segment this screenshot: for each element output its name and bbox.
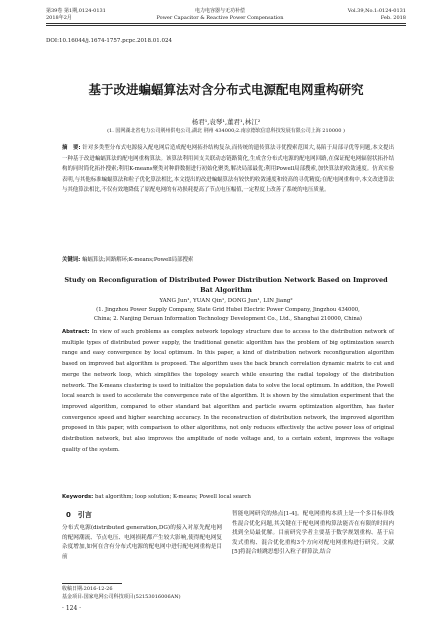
journal-date: 2018年2月 — [46, 14, 72, 21]
affiliation-en — [62, 306, 394, 323]
doi: DOI:10.16044/j.1674-1757.pcpc.2018.01.024 — [46, 38, 173, 44]
page-number: · 124 · — [62, 605, 82, 612]
keywords-en-text: bat algorithm; loop solution; K-means; Powell local search — [94, 494, 251, 500]
title-en-line1: Study on Reconfiguration of Distributed Power Distribution Network Based on Improved — [64, 276, 388, 284]
journal-date-en: Feb. 2018 — [380, 14, 406, 21]
abstract-en-text: In view of such problems as complex network topology structure due to access to the distribution network of multiple types of distributed power supply, the traditional genetic algorithm has the problem of big optimization search range and easy convergence by local optimum. In this paper, a kind of distribution network reconfiguration algorithm based on improved bat algorithm is proposed. The algorithm uses the back branch correlation dynamic matrix to cut and merge the network loop, which simplifies the topology search while ensuring the radial topology of the distribution network. The K-means clustering is used to initialize the population data to solve the local optimum. In addition, the Powell local search is used to accelerate the convergence rate of the algorithm. It is shown by the simulation experiment that the improved algorithm, compared to other standard bat algorithm and particle swarm optimization algorithm, has faster convergence speed and higher searching accuracy. In the reconstruction of distribution network, the improved algorithm proposed in this paper, with comparison to other algorithms, not only reduces effectively the active power loss of original distribution network, but also improves the amplitude of node voltage and, to a certain extent, improves the voltage quality of the system. — [62, 329, 395, 453]
abstract-cn-text: 针对多类型分布式电源接入配电网后造成配电网拓扑结构复杂,而传统的遗传算法寻优搜索范围大,易陷于局部寻优等问题,本文提出一种基于改进蝙蝠算法的配电网重构算法。该算法利用回支关联动态链路简化,生成含分布式电源的配电网回路,在保证配电网辐射状拓扑结构的同时简化拓扑搜索;利用K-means聚类对种群数据进行初始化聚类,解决局部最优;利用Powell局部搜索,加快算法的收敛速度。仿真实验表明,与其他标准蝙蝠算法和粒子优化算法相比,本文提出的改进蝙蝠算法有较快的收敛速度和较高的寻优精度;在配电网重构中,本文改进算法与其他算法相比,不仅有效地降低了原配电网的有功损耗提高了节点电压幅值,一定程度上改善了系统的电压质量。 — [62, 145, 394, 194]
header-rule — [46, 23, 406, 24]
title-cn: 基于改进蝙蝠算法对含分布式电源配电网重构研究 — [88, 82, 364, 97]
authors-cn: 杨君¹,袁琴¹,董君¹,林江² — [191, 118, 261, 126]
section-heading-intro: 0 引言 — [66, 511, 92, 519]
keywords-cn-label: 关键词: — [62, 257, 81, 263]
title-en — [46, 275, 406, 295]
body-column-right: 智能电网研究的热点[1-4]。配电网重构本质上是一个多目标非线性混合优化问题,其关键在于配电网重构算法能否在有限的时间内找到全局最优解。目前研究学者主要基于数学规划重构、基于启发式重构、混合优化重构3个方向对配电网重构进行研究。文献[5]将混合蛙跳思想引入粒子群算法,结合 — [232, 511, 394, 555]
journal-name-cn: 电力电容器与无功补偿 — [194, 8, 245, 14]
header-center — [150, 8, 290, 21]
footnote-rule — [62, 583, 122, 584]
abstract-en — [62, 327, 394, 455]
footnote-received: 收稿日期:2016-12-26 — [62, 586, 113, 592]
keywords-en-label: Keywords: — [62, 494, 94, 500]
header-rule-thin — [46, 25, 406, 26]
abstract-cn — [62, 143, 394, 196]
keywords-cn — [62, 255, 394, 263]
abstract-en-label: Abstract: — [62, 329, 90, 335]
body-column-left: 分布式电源(distributed generation,DG)的接入对原先配电网的配网潮流、节点电压、电网损耗都产生较大影响,使得配电网复杂度增加,如何在含有分布式电源的配电网中进行配电网重构是目前 — [62, 525, 222, 560]
keywords-en — [62, 494, 394, 500]
footnote — [62, 585, 181, 601]
affiliation-en-line2: China; 2. Nanjing Deruan Information Technology Development Co., Ltd., Shanghai 210000, China) — [94, 315, 362, 322]
authors-en: YANG Jun¹, YUAN Qin¹, DONG Jun¹, LIN Jiang² — [159, 298, 293, 304]
journal-name-en: Power Capacitor & Reactive Power Compensation — [156, 14, 284, 21]
keywords-cn-text: 蝙蝠算法;回路解环;K-means;Powell局部搜索 — [82, 257, 194, 263]
header-left — [46, 8, 106, 21]
abstract-cn-label: 摘 要: — [62, 145, 81, 151]
affiliation-cn: (1. 国网湖北省电力公司荆州供电公司,湖北 荆州 434000;2.南京德软信息科技发展有限公司上海 210000 ) — [107, 128, 345, 134]
header-right — [348, 8, 406, 21]
footnote-funding: 基金项目:国家电网公司科技项目(52153016006AN) — [62, 594, 181, 600]
affiliation-en-line1: (1. Jingzhou Power Supply Company, State Grid Hubei Electric Power Company, Jingzhou 434000, — [96, 307, 360, 313]
journal-volume: 第39卷 第1期,0124-0131 — [46, 8, 106, 14]
journal-volume-en: Vol.39,No.1:0124-0131 — [347, 8, 406, 14]
title-en-line2: Bat Algorithm — [200, 286, 252, 294]
